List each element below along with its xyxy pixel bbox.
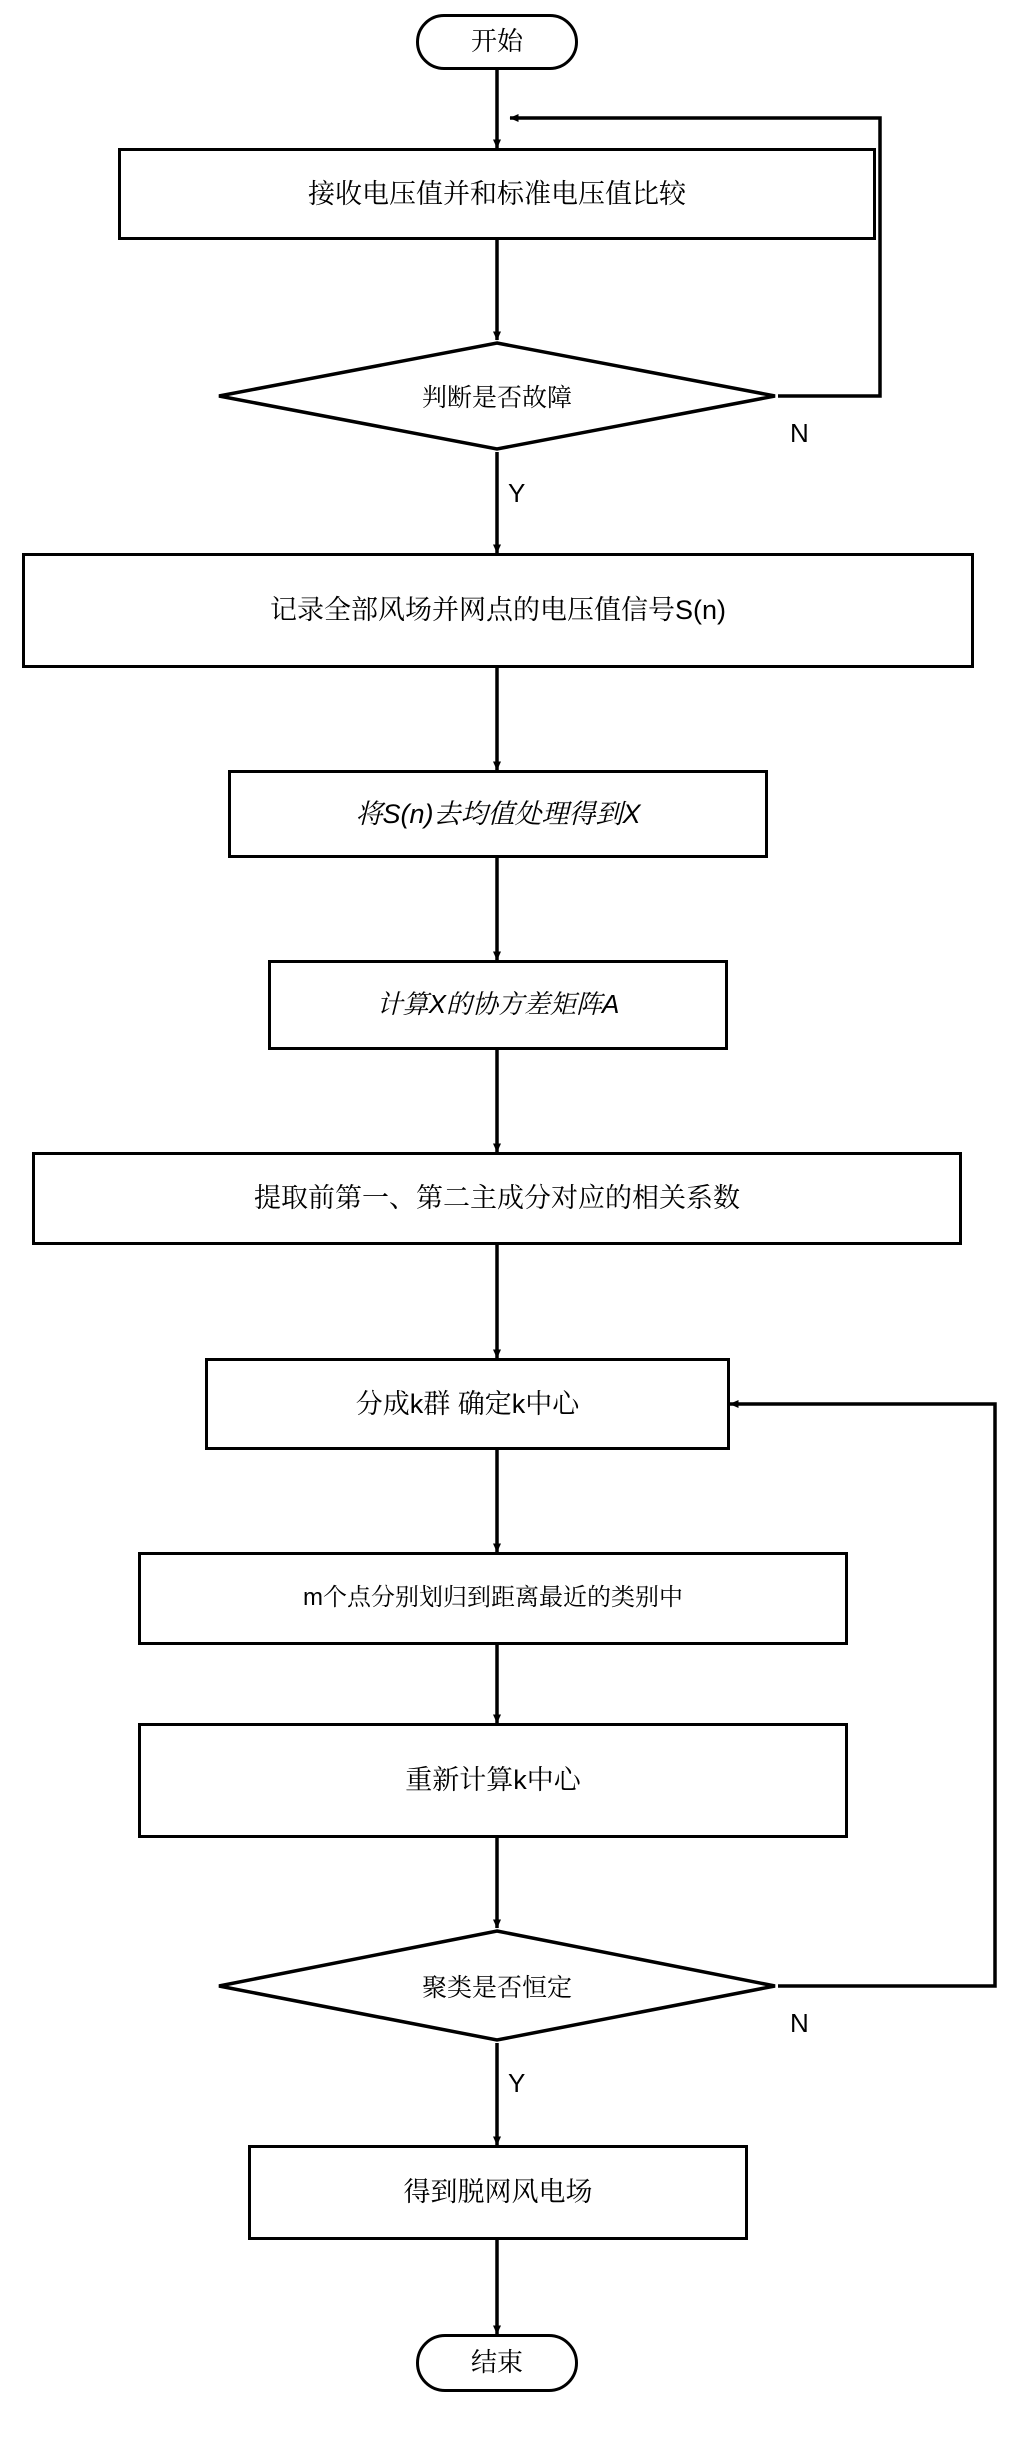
node-compare-voltage-label: 接收电压值并和标准电压值比较 [308, 178, 686, 209]
node-end [416, 2334, 578, 2392]
edge-label-fault-yes: Y [508, 478, 526, 508]
edge-label-stable-yes: Y [508, 2068, 526, 2098]
node-covariance [268, 960, 728, 1050]
node-record-signals-label: 记录全部风场并网点的电压值信号S(n) [269, 595, 726, 626]
node-result [248, 2145, 748, 2240]
node-fault-decision [216, 340, 778, 452]
node-k-groups-label: 分成k群 确定k中心 [355, 1388, 580, 1419]
edge-label-fault-no: N [790, 418, 809, 448]
node-extract-components [32, 1152, 962, 1245]
node-k-groups [205, 1358, 730, 1450]
node-cluster-stable-decision [216, 1928, 778, 2043]
node-demean [228, 770, 768, 858]
node-extract-components-label: 提取前第一、第二主成分对应的相关系数 [254, 1183, 740, 1214]
node-record-signals [22, 553, 974, 668]
node-result-label: 得到脱网风电场 [403, 2177, 593, 2208]
node-start-label: 开始 [470, 26, 523, 57]
node-covariance-label: 计算X的协方差矩阵A [376, 989, 620, 1020]
node-compare-voltage [118, 148, 876, 240]
node-end-label: 结束 [470, 2347, 523, 2378]
edge-label-stable-no: N [790, 2008, 809, 2038]
node-start [416, 14, 578, 70]
node-fault-decision-label: 判断是否故障 [421, 384, 572, 412]
node-assign-points [138, 1552, 848, 1645]
node-cluster-stable-decision-label: 聚类是否恒定 [421, 1973, 572, 2002]
node-demean-label: 将S(n)去均值处理得到X [355, 798, 641, 829]
node-recompute-centers-label: 重新计算k中心 [405, 1765, 581, 1796]
node-assign-points-label: m个点分别划归到距离最近的类别中 [303, 1584, 683, 1612]
node-recompute-centers [138, 1723, 848, 1838]
